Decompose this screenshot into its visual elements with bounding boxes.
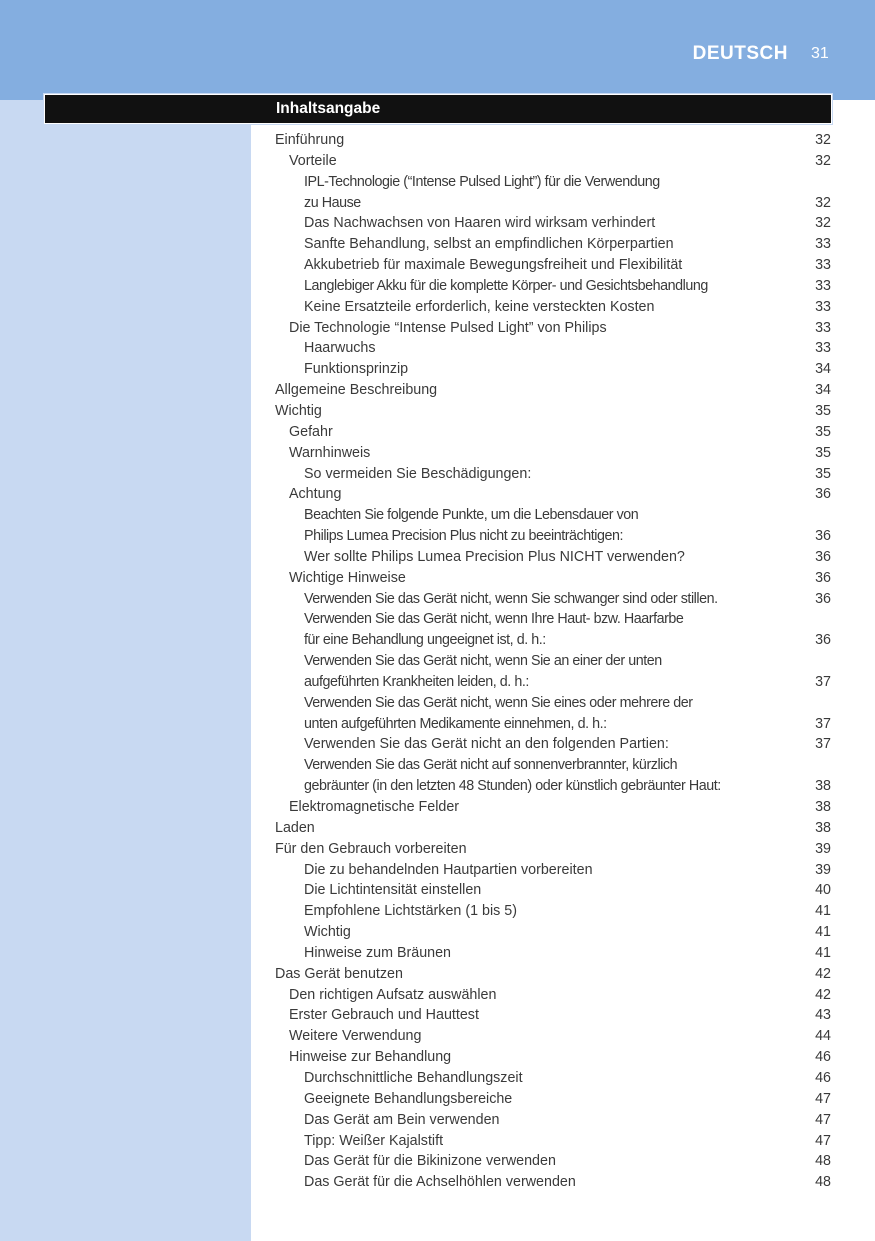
toc-entry-title: Hinweise zur Behandlung — [289, 1049, 452, 1066]
toc-entry-page: 47 — [815, 1132, 831, 1149]
toc-entry[interactable] — [275, 1047, 831, 1068]
toc-entry-title: Hinweise zum Bräunen — [304, 944, 452, 961]
toc-entry-page: 37 — [815, 673, 831, 690]
toc-entry-page: 32 — [815, 194, 831, 211]
toc-entry-title: Das Nachwachsen von Haaren wird wirksam verhindert — [304, 215, 656, 232]
toc-entry-title: Achtung — [289, 486, 342, 503]
toc-entry[interactable] — [275, 1131, 831, 1152]
toc-entry-title: Wichtige Hinweise — [289, 569, 406, 586]
toc-entry-title: Das Gerät für die Bikinizone verwenden — [304, 1153, 556, 1170]
toc-entry[interactable] — [275, 609, 831, 651]
toc-entry[interactable] — [275, 359, 831, 380]
toc-entry-title: Verwenden Sie das Gerät nicht an den folgenden Partien: — [304, 736, 669, 753]
toc-entry-page: 36 — [815, 528, 831, 545]
toc-entry[interactable] — [275, 860, 831, 881]
toc-entry[interactable] — [275, 568, 831, 589]
toc-entry-page: 44 — [815, 1028, 831, 1045]
toc-entry-page: 33 — [815, 298, 831, 315]
toc-entry[interactable] — [275, 985, 831, 1006]
toc-entry-page: 43 — [815, 1007, 831, 1024]
toc-entry-page: 34 — [815, 382, 831, 399]
toc-entry-page: 35 — [815, 402, 831, 419]
toc-entry-page: 42 — [815, 986, 831, 1003]
toc-entry[interactable] — [275, 297, 831, 318]
toc-entry-page: 32 — [815, 215, 831, 232]
toc-entry-page: 34 — [815, 361, 831, 378]
toc-entry[interactable] — [275, 943, 831, 964]
toc-entry[interactable] — [275, 1172, 831, 1193]
toc-entry-title: Das Gerät am Bein verwenden — [304, 1111, 500, 1128]
toc-entry-page: 36 — [815, 548, 831, 565]
toc-entry-page: 46 — [815, 1069, 831, 1086]
toc-entry-title: Beachten Sie folgende Punkte, um die Lebensdauer von Philips Lumea Precision Plus nicht zu beeinträchtigen: — [304, 507, 639, 545]
toc-entry-title: Tipp: Weißer Kajalstift — [304, 1132, 444, 1149]
toc-entry[interactable] — [275, 839, 831, 860]
toc-entry[interactable] — [275, 1005, 831, 1026]
toc-entry-page: 47 — [815, 1090, 831, 1107]
section-title: Inhaltsangabe — [276, 100, 381, 117]
toc-entry-title: Funktionsprinzip — [304, 361, 409, 378]
toc-entry[interactable] — [275, 255, 831, 276]
toc-entry-page: 39 — [815, 840, 831, 857]
toc-entry[interactable] — [275, 338, 831, 359]
toc-entry-title: Geeignete Behandlungsbereiche — [304, 1090, 513, 1107]
toc-entry[interactable] — [275, 318, 831, 339]
toc-entry[interactable] — [275, 443, 831, 464]
toc-entry[interactable] — [275, 1089, 831, 1110]
toc-entry-page: 41 — [815, 924, 831, 941]
toc-entry-page: 36 — [815, 569, 831, 586]
toc-entry[interactable] — [275, 464, 831, 485]
toc-entry-title: Durchschnittliche Behandlungszeit — [304, 1069, 523, 1086]
toc-entry[interactable] — [275, 964, 831, 985]
toc-entry[interactable] — [275, 651, 831, 693]
toc-entry-page: 35 — [815, 444, 831, 461]
toc-entry[interactable] — [275, 276, 831, 297]
toc-entry-page: 38 — [815, 778, 831, 795]
toc-entry-title: Die zu behandelnden Hautpartien vorbereiten — [304, 861, 593, 878]
toc-entry-title: Empfohlene Lichtstärken (1 bis 5) — [304, 903, 517, 920]
toc-entry[interactable] — [275, 401, 831, 422]
toc-entry-page: 33 — [815, 257, 831, 274]
table-of-contents — [275, 130, 831, 1193]
toc-entry-title: IPL-Technologie (“Intense Pulsed Light”) für die Verwendung zu Hause — [304, 173, 660, 211]
toc-entry-page: 32 — [815, 132, 831, 148]
toc-entry-title: Wer sollte Philips Lumea Precision Plus NICHT verwenden? — [304, 548, 685, 565]
toc-entry-page: 48 — [815, 1153, 831, 1170]
toc-entry-page: 48 — [815, 1174, 831, 1191]
toc-entry-page: 36 — [815, 486, 831, 503]
toc-entry-title: Verwenden Sie das Gerät nicht, wenn Ihre Haut- bzw. Haarfarbe für eine Behandlung ungeeignet ist, d. h.: — [304, 611, 684, 649]
toc-entry-title: Den richtigen Aufsatz auswählen — [289, 986, 497, 1003]
toc-entry[interactable] — [275, 380, 831, 401]
toc-entry[interactable] — [275, 547, 831, 568]
toc-entry-title: Verwenden Sie das Gerät nicht, wenn Sie eines oder mehrere der unten aufgeführten Medikamente einnehmen, d. h.: — [304, 694, 693, 732]
toc-entry[interactable] — [275, 1026, 831, 1047]
toc-entry-title: Akkubetrieb für maximale Bewegungsfreiheit und Flexibilität — [304, 257, 683, 274]
toc-entry-title: Für den Gebrauch vorbereiten — [275, 840, 467, 857]
toc-entry-page: 39 — [815, 861, 831, 878]
toc-entry-title: Vorteile — [289, 152, 337, 169]
toc-entry-page: 33 — [815, 319, 831, 336]
toc-entry-title: Einführung — [275, 132, 345, 148]
toc-entry-page: 38 — [815, 799, 831, 815]
toc-entry-title: Langlebiger Akku für die komplette Körper- und Gesichtsbehandlung — [304, 277, 708, 294]
toc-entry-title: Sanfte Behandlung, selbst an empfindlichen Körperpartien — [304, 236, 674, 253]
toc-entry-title: Wichtig — [304, 924, 351, 941]
toc-entry[interactable] — [275, 213, 831, 234]
toc-entry-page: 36 — [815, 632, 831, 649]
toc-entry-title: Allgemeine Beschreibung — [275, 382, 438, 399]
toc-entry-page: 41 — [815, 944, 831, 961]
toc-entry[interactable] — [275, 1151, 831, 1172]
toc-entry-title: Verwenden Sie das Gerät nicht, wenn Sie an einer der unten aufgeführten Krankheiten leiden, d. h.: — [304, 653, 662, 690]
toc-entry-page: 46 — [815, 1049, 831, 1066]
toc-entry-page: 35 — [815, 423, 831, 440]
toc-entry[interactable] — [275, 880, 831, 901]
language-label: DEUTSCH — [692, 43, 788, 64]
toc-entry-page: 42 — [815, 965, 831, 982]
toc-entry-page: 37 — [815, 736, 831, 753]
toc-entry[interactable] — [275, 1068, 831, 1089]
toc-entry-title: Laden — [275, 819, 315, 836]
section-title-bar — [44, 94, 832, 124]
toc-entry[interactable] — [275, 818, 831, 839]
toc-entry-page: 33 — [815, 236, 831, 253]
toc-entry-title: Wichtig — [275, 402, 322, 419]
toc-entry[interactable] — [275, 922, 831, 943]
toc-entry[interactable] — [275, 797, 831, 818]
toc-entry[interactable] — [275, 901, 831, 922]
toc-entry-page: 41 — [815, 903, 831, 920]
toc-entry-title: Das Gerät für die Achselhöhlen verwenden — [304, 1174, 576, 1191]
toc-entry-title: Elektromagnetische Felder — [289, 799, 460, 815]
toc-entry-page: 40 — [815, 882, 831, 899]
toc-entry-title: Verwenden Sie das Gerät nicht auf sonnenverbrannter, kürzlich gebräunter (in den letzten 48 Stunden) oder künstlich gebräunter Haut: — [304, 757, 721, 795]
toc-entry[interactable] — [275, 1110, 831, 1131]
toc-entry-title: Weitere Verwendung — [289, 1028, 422, 1045]
toc-entry-page: 33 — [815, 277, 831, 294]
toc-entry-title: Verwenden Sie das Gerät nicht, wenn Sie schwanger sind oder stillen. — [304, 590, 718, 607]
toc-entry[interactable] — [275, 234, 831, 255]
toc-entry-title: Gefahr — [289, 423, 333, 440]
toc-entry[interactable] — [275, 151, 831, 172]
toc-entry-page: 47 — [815, 1111, 831, 1128]
toc-entry-title: Warnhinweis — [289, 444, 371, 461]
toc-entry-title: Keine Ersatzteile erforderlich, keine versteckten Kosten — [304, 298, 655, 315]
toc-entry-title: Das Gerät benutzen — [275, 965, 403, 982]
toc-entry-page: 33 — [815, 340, 831, 357]
toc-entry[interactable] — [275, 755, 831, 797]
toc-entry-title: Die Technologie “Intense Pulsed Light” von Philips — [289, 319, 607, 336]
page-number: 31 — [811, 45, 829, 62]
toc-entry-title: Haarwuchs — [304, 340, 376, 357]
toc-entry-page: 36 — [815, 590, 831, 607]
sidebar-band — [0, 100, 251, 1241]
toc-entry[interactable] — [275, 734, 831, 755]
toc-entry-title: Erster Gebrauch und Hauttest — [289, 1007, 479, 1024]
toc-entry[interactable] — [275, 172, 831, 214]
toc-entry[interactable] — [275, 505, 831, 547]
toc-entry[interactable] — [275, 130, 831, 151]
toc-entry-title: Die Lichtintensität einstellen — [304, 882, 482, 899]
toc-entry-page: 32 — [815, 152, 831, 169]
toc-entry-page: 35 — [815, 465, 831, 482]
toc-entry-title: So vermeiden Sie Beschädigungen: — [304, 465, 532, 482]
toc-entry[interactable] — [275, 484, 831, 505]
toc-entry[interactable] — [275, 693, 831, 735]
toc-entry-page: 37 — [815, 715, 831, 732]
toc-entry[interactable] — [275, 589, 831, 610]
toc-entry[interactable] — [275, 422, 831, 443]
toc-entry-page: 38 — [815, 819, 831, 836]
